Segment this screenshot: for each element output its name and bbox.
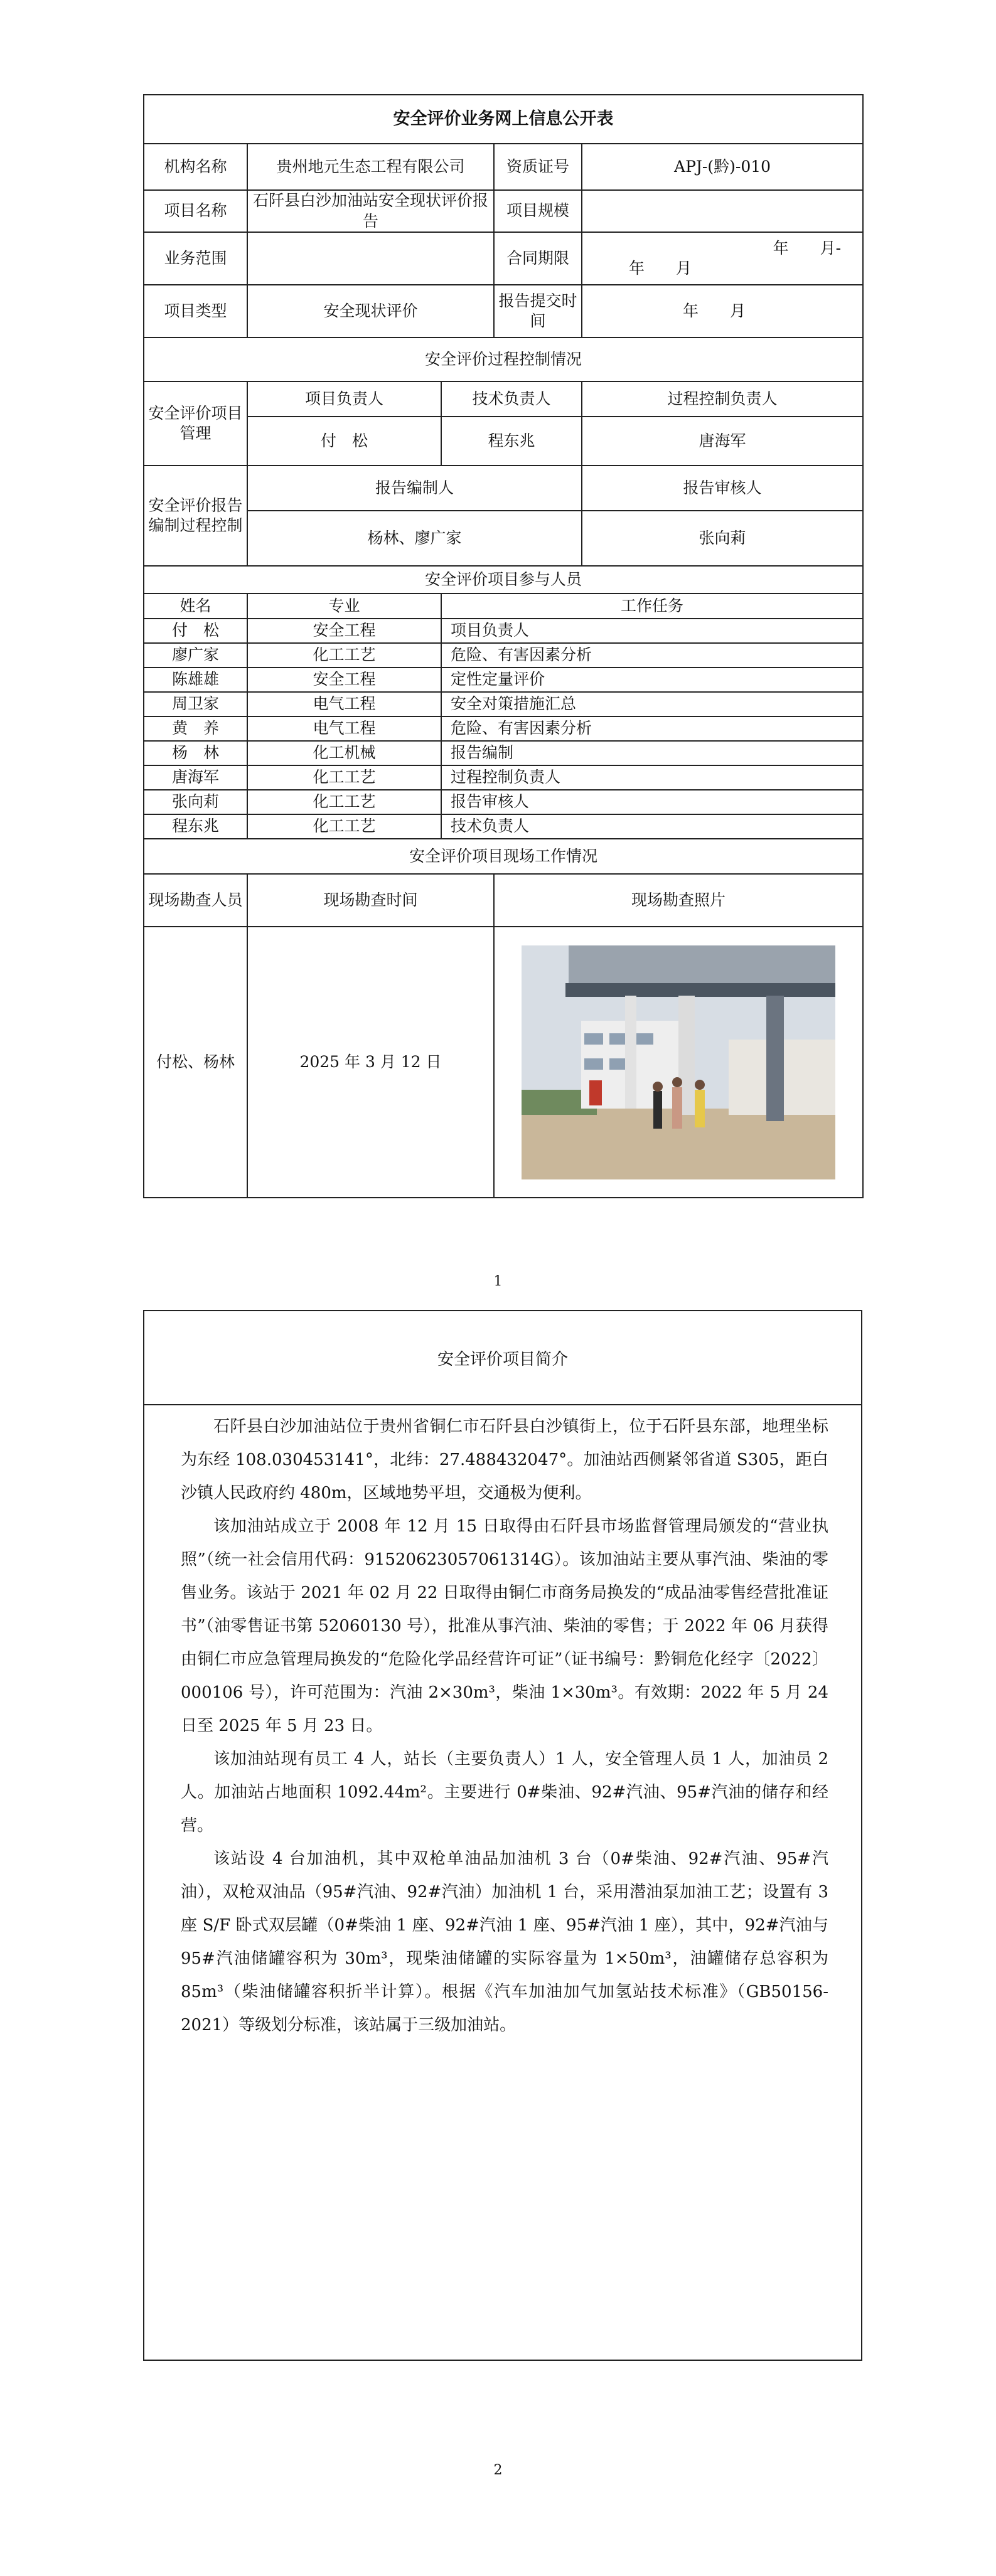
table-row	[144, 619, 863, 643]
staff-name: 周卫家	[144, 692, 247, 716]
staff-major: 电气工程	[247, 716, 441, 741]
org-value: 贵州地元生态工程有限公司	[247, 144, 494, 190]
staff-name: 唐海军	[144, 765, 247, 790]
submit-value: 年 月	[582, 285, 863, 338]
site-people-value: 付松、杨林	[144, 927, 247, 1198]
page-number-2: 2	[493, 2462, 503, 2478]
staff-major: 化工工艺	[247, 765, 441, 790]
staff-major: 电气工程	[247, 692, 441, 716]
staff-name: 程东兆	[144, 814, 247, 839]
site-header-people: 现场勘查人员	[144, 874, 247, 927]
gas-station-photo	[522, 945, 835, 1179]
summary-paragraph: 该站设 4 台加油机，其中双枪单油品加油机 3 台（0#柴油、92#汽油、95#汽油），双枪双油品（95#汽油、92#汽油）加油机 1 台，采用潜油泵加油工艺；设置有 3 座 S/F 卧式双层罐（0#柴油 1 座、92#汽油 1 座、95#汽油 1 座），其中，92#汽油与 95#汽油储罐容积为 30m³，现柴油储罐的实际容量为 1×50m³，油罐储存总容积为 85m³（柴油储罐容积折半计算）。根据《汽车加油加气加氢站技术标准》（GB50156-2021）等级划分标准，该站属于三级加油站。	[181, 1850, 828, 2035]
org-label: 机构名称	[144, 144, 247, 190]
staff-task: 危险、有害因素分析	[441, 643, 863, 668]
staff-task: 报告编制	[441, 741, 863, 765]
project-value: 石阡县白沙加油站安全现状评价报告	[247, 190, 494, 232]
site-header-photo: 现场勘查照片	[494, 874, 863, 927]
mgmt-header-tech: 技术负责人	[441, 381, 582, 417]
type-label: 项目类型	[144, 285, 247, 338]
staff-task: 安全对策措施汇总	[441, 692, 863, 716]
staff-name: 付 松	[144, 619, 247, 643]
report-author-value: 杨林、廖广家	[247, 511, 582, 566]
staff-header-name: 姓名	[144, 593, 247, 619]
scope-value	[247, 232, 494, 285]
mgmt-header-lead: 项目负责人	[247, 381, 441, 417]
staff-name: 杨 林	[144, 741, 247, 765]
summary-body	[144, 1405, 861, 2042]
submit-label: 报告提交时间	[494, 285, 582, 338]
staff-major: 化工工艺	[247, 814, 441, 839]
table-row	[144, 643, 863, 668]
table-row	[144, 790, 863, 814]
summary-paragraph: 该加油站现有员工 4 人，站长（主要负责人）1 人，安全管理人员 1 人，加油员 2 人。加油站占地面积 1092.44m²。主要进行 0#柴油、92#汽油、95#汽油的储存和经营。	[181, 1750, 828, 1835]
site-date-value: 2025 年 3 月 12 日	[247, 927, 494, 1198]
staff-task: 报告审核人	[441, 790, 863, 814]
mgmt-label: 安全评价项目管理	[144, 381, 247, 466]
report-header-author: 报告编制人	[247, 466, 582, 511]
cert-label: 资质证号	[494, 144, 582, 190]
page-title: 安全评价业务网上信息公开表	[144, 95, 863, 144]
info-disclosure-table	[143, 94, 864, 1198]
contract-label: 合同期限	[494, 232, 582, 285]
contract-end: 年 月	[629, 259, 692, 277]
table-row	[144, 692, 863, 716]
staff-major: 安全工程	[247, 619, 441, 643]
staff-name: 黄 养	[144, 716, 247, 741]
staff-major: 化工工艺	[247, 643, 441, 668]
staff-major: 安全工程	[247, 668, 441, 692]
mgmt-lead-value: 付 松	[247, 417, 441, 466]
table-row	[144, 668, 863, 692]
summary-title: 安全评价项目简介	[144, 1311, 861, 1405]
scope-label: 业务范围	[144, 232, 247, 285]
project-summary-box	[143, 1310, 862, 2361]
staff-header-major: 专业	[247, 593, 441, 619]
mgmt-tech-value: 程东兆	[441, 417, 582, 466]
staff-task: 过程控制负责人	[441, 765, 863, 790]
report-reviewer-value: 张向莉	[582, 511, 863, 566]
table-row	[144, 765, 863, 790]
table-row	[144, 814, 863, 839]
scale-label: 项目规模	[494, 190, 582, 232]
table-row	[144, 741, 863, 765]
table-row	[144, 716, 863, 741]
site-section-title: 安全评价项目现场工作情况	[144, 839, 863, 874]
summary-paragraph: 该加油站成立于 2008 年 12 月 15 日取得由石阡县市场监督管理局颁发的“营业执照”（统一社会信用代码：91520623057061314G）。该加油站主要从事汽油、柴油的零售业务。该站于 2021 年 02 月 22 日取得由铜仁市商务局换发的“成品油零售经营批准证书”（油零售证书第 52060130 号），批准从事汽油、柴油的零售；于 2022 年 06 月获得由铜仁市应急管理局换发的“危险化学品经营许可证”（证书编号：黔铜危化经字〔2022〕000106 号），许可范围为：汽油 2×30m³，柴油 1×30m³。有效期：2022 年 5 月 24 日至 2025 年 5 月 23 日。	[181, 1517, 828, 1735]
mgmt-header-process: 过程控制负责人	[582, 381, 863, 417]
staff-task: 定性定量评价	[441, 668, 863, 692]
mgmt-process-value: 唐海军	[582, 417, 863, 466]
report-header-reviewer: 报告审核人	[582, 466, 863, 511]
staff-header-task: 工作任务	[441, 593, 863, 619]
site-photo-cell	[494, 927, 863, 1198]
staff-section-title: 安全评价项目参与人员	[144, 566, 863, 593]
report-label: 安全评价报告编制过程控制	[144, 466, 247, 566]
site-header-date: 现场勘查时间	[247, 874, 494, 927]
staff-major: 化工工艺	[247, 790, 441, 814]
staff-name: 廖广家	[144, 643, 247, 668]
staff-task: 危险、有害因素分析	[441, 716, 863, 741]
process-section-title: 安全评价过程控制情况	[144, 338, 863, 381]
cert-value: APJ-(黔)-010	[582, 144, 863, 190]
summary-paragraph: 石阡县白沙加油站位于贵州省铜仁市石阡县白沙镇街上，位于石阡县东部，地理坐标为东经 108.030453141°，北纬：27.488432047°。加油站西侧紧邻省道 S305，距白沙镇人民政府约 480m，区域地势平坦，交通极为便利。	[181, 1417, 828, 1503]
site-photo	[522, 945, 835, 1179]
page-number-1: 1	[493, 1274, 503, 1289]
staff-name: 陈雄雄	[144, 668, 247, 692]
staff-task: 项目负责人	[441, 619, 863, 643]
contract-start: 年 月-	[773, 238, 842, 257]
project-label: 项目名称	[144, 190, 247, 232]
type-value: 安全现状评价	[247, 285, 494, 338]
staff-task: 技术负责人	[441, 814, 863, 839]
scale-value	[582, 190, 863, 232]
staff-major: 化工机械	[247, 741, 441, 765]
staff-name: 张向莉	[144, 790, 247, 814]
contract-value	[582, 232, 863, 285]
